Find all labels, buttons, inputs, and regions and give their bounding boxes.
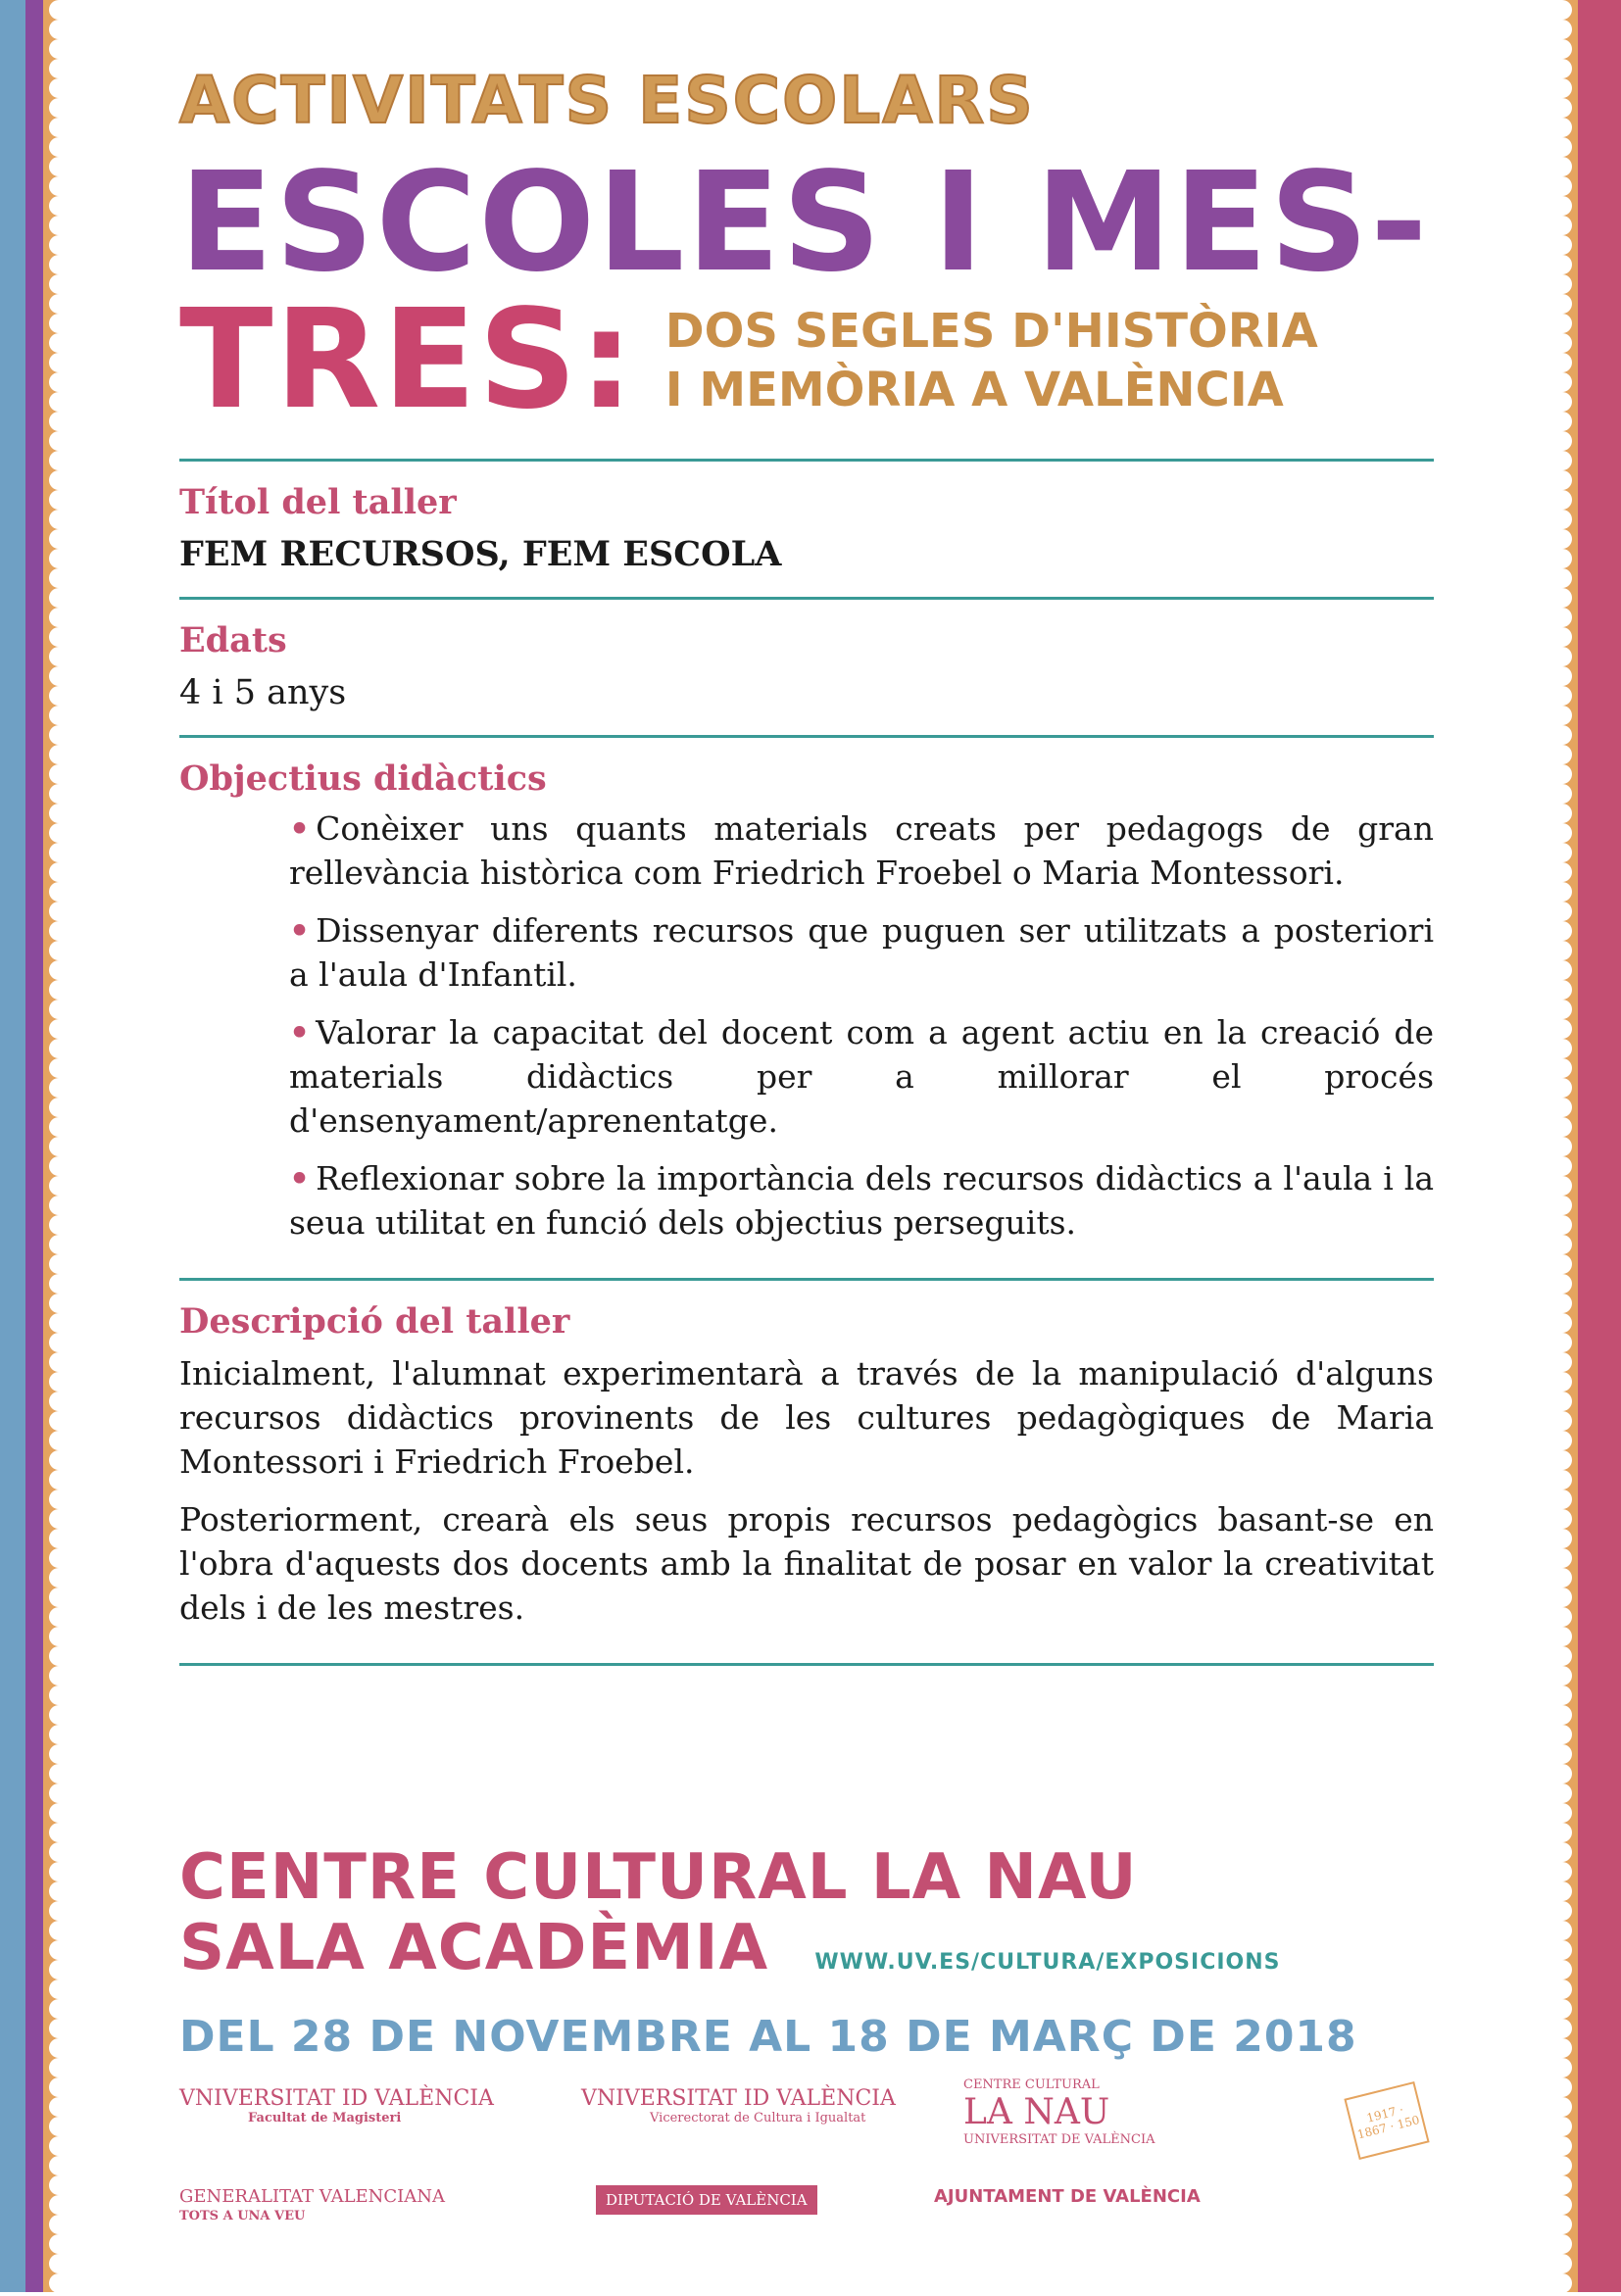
bullet-icon: •: [289, 911, 311, 950]
venue-block: [179, 1842, 1453, 2062]
section-edats: [179, 600, 1434, 735]
section-descripcio: [179, 1281, 1434, 1663]
subtitle-line2: I MEMÒRIA A VALÈNCIA: [664, 363, 1284, 417]
bullet-icon: •: [289, 1159, 311, 1197]
right-decorative-border: [1543, 0, 1621, 2292]
left-decorative-border: [0, 0, 78, 2292]
uv-magisteri-logo: VNIVERSITAT ID VALÈNCIA Facultat de Magisteri: [179, 2086, 494, 2125]
venue-name: CENTRE CULTURAL LA NAU: [179, 1841, 1138, 1914]
descripcio-label: Descripció del taller: [179, 1301, 570, 1342]
ajuntament-logo: AJUNTAMENT DE VALÈNCIA: [934, 2186, 1201, 2207]
poster-content: [179, 63, 1434, 1666]
la-nau-logo: CENTRE CULTURAL LA NAU UNIVERSITAT DE VALÈNCIA: [963, 2077, 1155, 2147]
venue-room: SALA ACADÈMIA: [179, 1912, 769, 1984]
main-title-line2: [179, 280, 1434, 440]
description-paragraph: Posteriorment, crearà els seus propis recursos pedagògics basant-se en l'obra d'aquests dos docents amb la finalitat de posar en valor la creativitat dels i de les mestres.: [179, 1500, 1434, 1627]
right-wave-stripes: [1543, 0, 1621, 2292]
objectius-label: Objectius didàctics: [179, 758, 547, 799]
left-wave-stripes: [0, 0, 78, 2292]
edats-label: Edats: [179, 620, 287, 660]
main-title-line1: [179, 143, 1434, 303]
sponsor-logos: [179, 2077, 1453, 2273]
description-paragraph: Inicialment, l'alumnat experimentarà a través de la manipulació d'alguns recursos didàctics provinents de les cultures pedagògiques de Maria Montessori i Friedrich Froebel.: [179, 1354, 1434, 1481]
edats-value: 4 i 5 anys: [179, 673, 347, 712]
objective-item: • Valorar la capacitat del docent com a agent actiu en la creació de materials didàctics per a millorar el procés d'ensenyament/aprenentatge.: [289, 1013, 1434, 1140]
subtitle: [665, 302, 1318, 419]
titol-value: FEM RECURSOS, FEM ESCOLA: [179, 534, 782, 574]
diputacio-logo: DIPUTACIÓ DE VALÈNCIA: [596, 2185, 817, 2215]
objectives-list: [179, 806, 1434, 1245]
anniversary-stamp-logo: 1917 · 1867 · 150: [1344, 2081, 1429, 2160]
objective-item: • Reflexionar sobre la importància dels recursos didàctics a l'aula i la seua utilitat en funció dels objectius perseguits.: [289, 1159, 1434, 1242]
uv-vicerectorat-logo: VNIVERSITAT ID VALÈNCIA Vicerectorat de Cultura i Igualtat: [581, 2086, 896, 2125]
bullet-icon: •: [289, 809, 311, 848]
main-title-text: ESCOLES I MES-: [179, 143, 1430, 303]
main-title-text-2: TRES:: [179, 280, 636, 440]
bullet-icon: •: [289, 1013, 311, 1051]
subtitle-line1: DOS SEGLES D'HISTÒRIA: [664, 304, 1318, 359]
venue-room-row: [179, 1913, 1453, 1998]
section-objectius: [179, 738, 1434, 1278]
objective-item: • Dissenyar diferents recursos que puguen ser utilitzats a posteriori a l'aula d'Infantil.: [289, 911, 1434, 994]
kicker-title: ACTIVITATS ESCOLARS: [179, 63, 1035, 138]
section-titol: [179, 462, 1434, 597]
divider: [179, 1663, 1434, 1666]
venue-url-link[interactable]: WWW.UV.ES/CULTURA/EXPOSICIONS: [814, 1950, 1281, 1975]
exhibition-dates: DEL 28 DE NOVEMBRE AL 18 DE MARÇ DE 2018: [179, 2012, 1357, 2062]
generalitat-logo: GENERALITAT VALENCIANA TOTS A UNA VEU: [179, 2186, 446, 2223]
titol-label: Títol del taller: [179, 482, 457, 522]
objective-item: • Conèixer uns quants materials creats per pedagogs de gran rellevància històrica com Friedrich Froebel o Maria Montessori.: [289, 809, 1434, 892]
